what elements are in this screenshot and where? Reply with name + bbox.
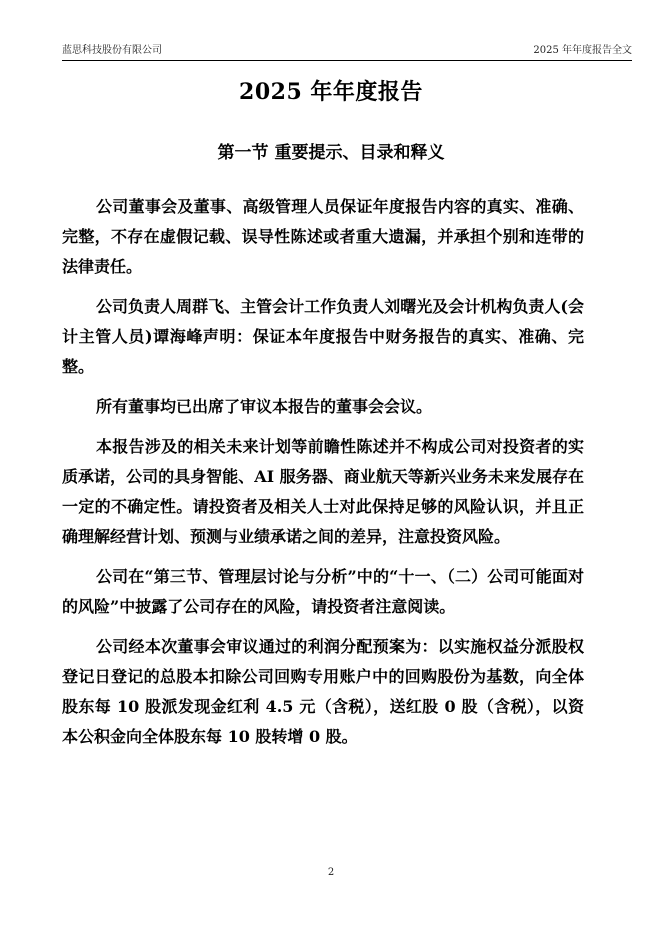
header-company-name: 蓝思科技股份有限公司 [62,45,162,56]
paragraph-directors-attendance: 所有董事均已出席了审议本报告的董事会会议。 [96,397,433,416]
paragraph-board-guarantee: 公司董事会及董事、高级管理人员保证年度报告内容的真实、准确、完整，不存在虚假记载、误导性陈述或者重大遗漏，并承担个别和连带的法律责任。 [62,197,584,276]
paragraph-profit-distribution: 公司经本次董事会审议通过的利润分配预案为：以实施权益分派股权登记日登记的总股本扣除公司回购专用账户中的回购股份为基数，向全体股东每 10 股派发现金红利 4.5 元（含税），送红股 0 股（含税），以资本公积金向全体股东每 10 股转增 0 股。 [62,637,584,746]
report-title: 2025 年年度报告 [239,79,423,105]
running-header [62,44,632,61]
body-text [62,192,584,762]
paragraph-responsible-persons-statement: 公司负责人周群飞、主管会计工作负责人刘曙光及会计机构负责人(会计主管人员)谭海峰声明：保证本年度报告中财务报告的真实、准确、完整。 [62,297,584,376]
header-document-name: 2025 年年度报告全文 [533,45,632,56]
paragraph-forward-looking-statement: 本报告涉及的相关未来计划等前瞻性陈述并不构成公司对投资者的实质承诺，公司的具身智能、AI 服务器、商业航天等新兴业务未来发展存在一定的不确定性。请投资者及相关人士对此保持足够的风险认识，并且正确理解经营计划、预测与业绩承诺之间的差异，注意投资风险。 [62,437,584,546]
section-title: 第一节 重要提示、目录和释义 [217,143,445,163]
page-number: 2 [327,867,335,878]
paragraph-risk-disclosure: 公司在“第三节、管理层讨论与分析”中的“十一、（二）公司可能面对的风险”中披露了公司存在的风险，请投资者注意阅读。 [62,567,584,616]
